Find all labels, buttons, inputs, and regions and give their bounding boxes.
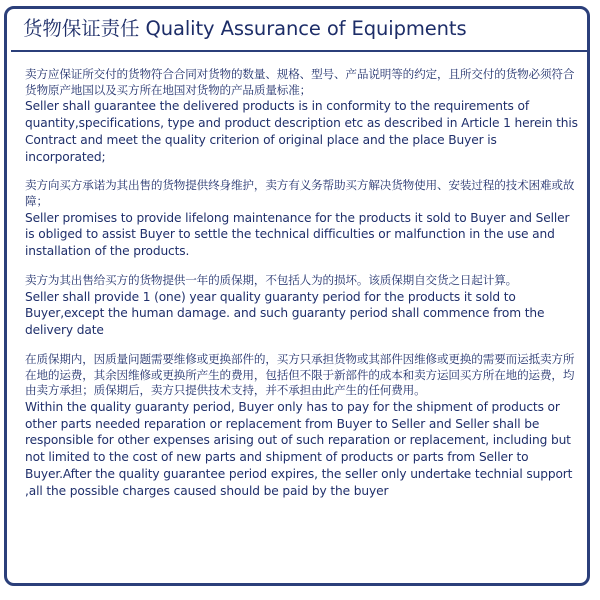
clause-quality-conformity — [25, 67, 581, 165]
clause-guaranty-period — [25, 273, 581, 339]
quality-assurance-panel — [4, 6, 590, 586]
clause-chinese-text: 卖方应保证所交付的货物符合合同对货物的数量、规格、型号、产品说明等的约定，且所交付的货物必须符合货物原产地国以及买方所在地国对货物的产品质量标准； — [25, 67, 575, 97]
clause-chinese-text: 卖方向买方承诺为其出售的货物提供终身维护，卖方有义务帮助买方解决货物使用、安装过程的技术困难或故障； — [25, 178, 575, 208]
clause-english-text: Seller shall provide 1 (one) year quality guaranty period for the products it sold to Buyer,except the human damage. and such guaranty period shall commence from the delivery date — [25, 289, 545, 338]
title-divider — [11, 50, 587, 52]
clause-english-text: Seller shall guarantee the delivered products is in conformity to the requirements of quantity,specifications, type and product description etc as described in Article 1 herein this Contract and meet the quality criterion of original place and the place Buyer is incorporated; — [25, 99, 578, 164]
clause-english-text: Within the quality guaranty period, Buyer only has to pay for the shipment of products or other parts needed reparation or replacement from Buyer to Seller and Seller shall be responsible for other expenses arising out of such reparation or replacement, including but not limited to the cost of new parts and shipment of products or parts from Seller to Buyer.After the quality guarantee period expires, the seller only undertake technial support ,all the possible charges caused should be paid by the buyer — [25, 399, 573, 498]
panel-title: 货物保证责任 Quality Assurance of Equipments — [23, 17, 467, 40]
clause-english-text: Seller promises to provide lifelong maintenance for the products it sold to Buyer and Seller is obliged to assist Buyer to settle the technical difficulties or malfunction in the use and installation of the products. — [25, 210, 570, 259]
clause-chinese-text: 卖方为其出售给买方的货物提供一年的质保期，不包括人为的损坏。该质保期自交货之日起计算。 — [25, 272, 518, 287]
clause-lifelong-maintenance — [25, 178, 581, 260]
clause-repair-costs — [25, 352, 581, 500]
clause-chinese-text: 在质保期内，因质量问题需要维修或更换部件的，买方只承担货物或其部件因维修或更换的需要而运抵卖方所在地的运费，其余因维修或更换所产生的费用，包括但不限于新部件的成本和卖方运回买方所在地的运费，均由卖方承担；质保期后，卖方只提供技术支持，并不承担由此产生的任何费用。 — [25, 351, 575, 398]
clause-list — [25, 67, 581, 513]
